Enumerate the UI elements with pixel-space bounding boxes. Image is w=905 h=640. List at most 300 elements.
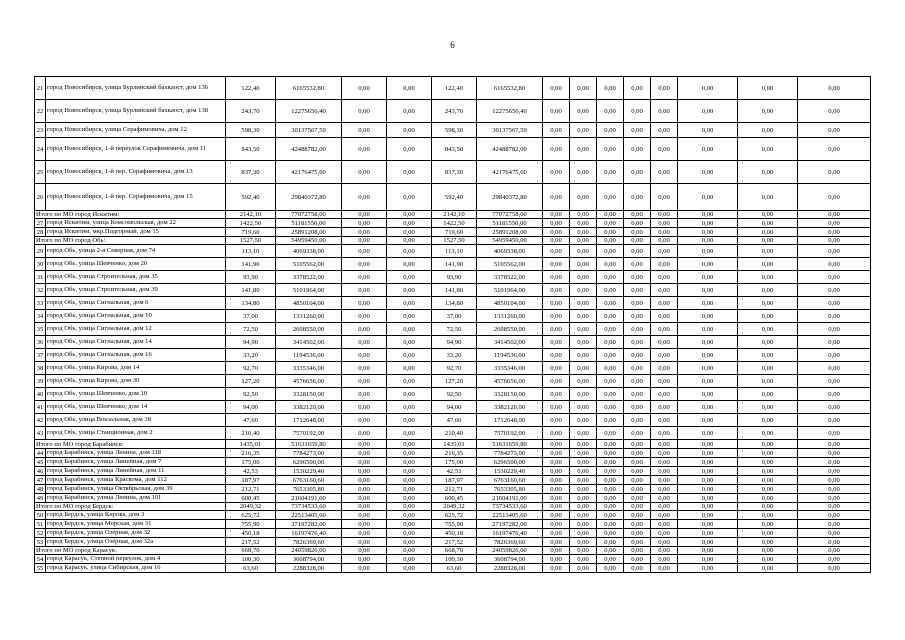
value-cell: 0,00	[597, 123, 624, 138]
value-cell: 3328150,00	[276, 388, 342, 401]
value-cell: 0,00	[342, 555, 387, 564]
value-cell: 0,00	[624, 228, 651, 237]
value-cell: 24059826,00	[276, 547, 342, 555]
value-cell: 0,00	[678, 271, 738, 284]
value-cell: 0,00	[342, 494, 387, 503]
value-cell: 0,00	[624, 375, 651, 388]
value-cell: 0,00	[543, 349, 570, 362]
value-cell: 6165532,80	[477, 77, 543, 100]
value-cell: 0,00	[342, 258, 387, 271]
value-cell: 0,00	[387, 476, 432, 485]
value-cell: 843,50	[226, 138, 276, 161]
value-cell: 0,00	[387, 138, 432, 161]
address-cell: город Бердск, улица Озёрная, дом 32а	[46, 538, 226, 547]
value-cell: 0,00	[738, 388, 798, 401]
value-cell: 0,00	[597, 228, 624, 237]
value-cell: 0,00	[624, 77, 651, 100]
value-cell: 0,00	[597, 555, 624, 564]
value-cell: 0,00	[543, 555, 570, 564]
value-cell: 122,40	[226, 77, 276, 100]
value-cell: 0,00	[387, 284, 432, 297]
value-cell: 0,00	[624, 547, 651, 555]
value-cell: 0,00	[624, 476, 651, 485]
value-cell: 141,90	[432, 258, 477, 271]
value-cell: 0,00	[387, 258, 432, 271]
value-cell: 7570192,00	[276, 427, 342, 440]
value-cell: 0,00	[570, 427, 597, 440]
table-row	[35, 284, 871, 297]
value-cell: 0,00	[624, 458, 651, 467]
row-number: 47	[35, 476, 46, 485]
value-cell: 0,00	[678, 138, 738, 161]
table-row	[35, 77, 871, 100]
value-cell: 0,00	[651, 310, 678, 323]
value-cell: 0,00	[651, 228, 678, 237]
value-cell: 0,00	[624, 529, 651, 538]
value-cell: 0,00	[543, 219, 570, 228]
value-cell: 0,00	[678, 323, 738, 336]
subtotal-row	[35, 440, 871, 449]
value-cell: 0,00	[387, 245, 432, 258]
value-cell: 0,00	[738, 520, 798, 529]
value-cell: 0,00	[651, 414, 678, 427]
value-cell: 27197282,00	[477, 520, 543, 529]
address-cell: город Новосибирск, 1-й пер. Серафимовича, дом 15	[46, 184, 226, 211]
value-cell: 0,00	[570, 485, 597, 494]
value-cell: 0,00	[738, 476, 798, 485]
value-cell: 1435,01	[226, 440, 276, 449]
value-cell: 0,00	[543, 258, 570, 271]
value-cell: 0,00	[651, 271, 678, 284]
value-cell: 0,00	[738, 258, 798, 271]
value-cell: 0,00	[597, 485, 624, 494]
value-cell: 0,00	[543, 77, 570, 100]
value-cell: 0,00	[543, 323, 570, 336]
value-cell: 0,00	[387, 555, 432, 564]
row-number: 38	[35, 362, 46, 375]
value-cell: 0,00	[624, 237, 651, 245]
value-cell: 0,00	[624, 310, 651, 323]
value-cell: 755,90	[226, 520, 276, 529]
value-cell: 0,00	[570, 555, 597, 564]
value-cell: 0,00	[678, 310, 738, 323]
address-cell: город Новосибирск, улица Бурлинский бахкаост, дом 136	[46, 77, 226, 100]
value-cell: 600,45	[432, 494, 477, 503]
value-cell: 0,00	[624, 564, 651, 573]
value-cell: 33,20	[226, 349, 276, 362]
value-cell: 51181550,00	[477, 219, 543, 228]
value-cell: 92,70	[226, 362, 276, 375]
value-cell: 54959450,00	[477, 237, 543, 245]
value-cell: 0,00	[387, 184, 432, 211]
value-cell: 22513405,60	[477, 511, 543, 520]
value-cell: 0,00	[798, 427, 871, 440]
value-cell: 94,00	[226, 401, 276, 414]
value-cell: 0,00	[624, 503, 651, 511]
value-cell: 0,00	[342, 547, 387, 555]
value-cell: 0,00	[387, 401, 432, 414]
value-cell: 4069338,00	[477, 245, 543, 258]
value-cell: 0,00	[651, 564, 678, 573]
row-number: 51	[35, 520, 46, 529]
address-cell: город Барабинск, улица Ленина, дом 118	[46, 449, 226, 458]
value-cell: 1530229,40	[477, 467, 543, 476]
value-cell: 0,00	[798, 211, 871, 219]
value-cell: 212,71	[226, 485, 276, 494]
value-cell: 77072758,00	[477, 211, 543, 219]
value-cell: 0,00	[387, 449, 432, 458]
value-cell: 0,00	[678, 467, 738, 476]
value-cell: 0,00	[624, 123, 651, 138]
value-cell: 0,00	[624, 138, 651, 161]
value-cell: 22513405,60	[276, 511, 342, 520]
value-cell: 0,00	[597, 362, 624, 375]
value-cell: 0,00	[798, 310, 871, 323]
value-cell: 47,60	[432, 414, 477, 427]
value-cell: 0,00	[651, 401, 678, 414]
value-cell: 0,00	[387, 414, 432, 427]
value-cell: 0,00	[678, 427, 738, 440]
value-cell: 0,00	[624, 494, 651, 503]
address-cell: город Обь, улица Кирова, дом 30	[46, 375, 226, 388]
value-cell: 4850104,00	[276, 297, 342, 310]
address-cell: город Обь, улица Вокзальная, дом 38	[46, 414, 226, 427]
value-cell: 0,00	[798, 161, 871, 184]
value-cell: 0,00	[798, 538, 871, 547]
value-cell: 0,00	[651, 538, 678, 547]
address-cell: город Карасук, улица Сибирская, дом 16	[46, 564, 226, 573]
value-cell: 0,00	[678, 388, 738, 401]
value-cell: 0,00	[342, 284, 387, 297]
value-cell: 0,00	[543, 388, 570, 401]
value-cell: 0,00	[798, 511, 871, 520]
value-cell: 0,00	[651, 123, 678, 138]
value-cell: 0,00	[678, 440, 738, 449]
value-cell: 0,00	[342, 503, 387, 511]
table-row	[35, 297, 871, 310]
value-cell: 0,00	[738, 401, 798, 414]
value-cell: 719,60	[226, 228, 276, 237]
value-cell: 837,30	[432, 161, 477, 184]
table-row	[35, 511, 871, 520]
value-cell: 0,00	[543, 228, 570, 237]
value-cell: 0,00	[738, 297, 798, 310]
value-cell: 0,00	[570, 310, 597, 323]
table-row	[35, 388, 871, 401]
value-cell: 0,00	[543, 375, 570, 388]
value-cell: 0,00	[738, 362, 798, 375]
value-cell: 0,00	[570, 440, 597, 449]
value-cell: 0,00	[543, 414, 570, 427]
value-cell: 0,00	[798, 100, 871, 123]
value-cell: 7653305,80	[276, 485, 342, 494]
value-cell: 0,00	[651, 323, 678, 336]
value-cell: 598,30	[432, 123, 477, 138]
address-cell: город Обь, улица Шевченко, дом 10	[46, 388, 226, 401]
value-cell: 54959450,00	[276, 237, 342, 245]
value-cell: 0,00	[543, 440, 570, 449]
value-cell: 0,00	[798, 440, 871, 449]
value-cell: 4069338,00	[276, 245, 342, 258]
value-cell: 0,00	[624, 323, 651, 336]
value-cell: 0,00	[570, 211, 597, 219]
value-cell: 2142,10	[226, 211, 276, 219]
value-cell: 0,00	[624, 297, 651, 310]
value-cell: 0,00	[678, 284, 738, 297]
value-cell: 0,00	[570, 529, 597, 538]
value-cell: 37,00	[432, 310, 477, 323]
value-cell: 0,00	[738, 467, 798, 476]
value-cell: 30137567,59	[276, 123, 342, 138]
value-cell: 42176475,60	[477, 161, 543, 184]
value-cell: 1422,50	[432, 219, 477, 228]
value-cell: 0,00	[798, 271, 871, 284]
value-cell: 0,00	[798, 503, 871, 511]
subtotal-row	[35, 503, 871, 511]
value-cell: 0,00	[597, 284, 624, 297]
value-cell: 0,00	[798, 219, 871, 228]
value-cell: 0,00	[597, 100, 624, 123]
value-cell: 0,00	[342, 467, 387, 476]
value-cell: 0,00	[798, 520, 871, 529]
subtotal-label: Итого по МО город Искитим:	[35, 211, 226, 219]
address-cell: город Обь, улица Строительная, дом 39	[46, 284, 226, 297]
value-cell: 0,00	[738, 228, 798, 237]
value-cell: 0,00	[387, 427, 432, 440]
value-cell: 0,00	[678, 401, 738, 414]
value-cell: 3414502,00	[276, 336, 342, 349]
value-cell: 0,00	[624, 520, 651, 529]
value-cell: 0,00	[387, 310, 432, 323]
value-cell: 6296500,00	[477, 458, 543, 467]
subtotal-label: Итого по МО город Барабинск:	[35, 440, 226, 449]
value-cell: 719,60	[432, 228, 477, 237]
value-cell: 0,00	[543, 467, 570, 476]
value-cell: 0,00	[651, 100, 678, 123]
value-cell: 0,00	[798, 564, 871, 573]
value-cell: 0,00	[597, 184, 624, 211]
value-cell: 63,60	[226, 564, 276, 573]
value-cell: 3608794,00	[276, 555, 342, 564]
value-cell: 0,00	[738, 138, 798, 161]
value-cell: 51631659,80	[276, 440, 342, 449]
value-cell: 0,00	[624, 485, 651, 494]
value-cell: 0,00	[597, 375, 624, 388]
row-number: 43	[35, 427, 46, 440]
value-cell: 0,00	[387, 458, 432, 467]
value-cell: 0,00	[651, 458, 678, 467]
value-cell: 592,40	[226, 184, 276, 211]
subtotal-label: Итого по МО город Бердск:	[35, 503, 226, 511]
value-cell: 0,00	[678, 228, 738, 237]
value-cell: 5105562,00	[276, 258, 342, 271]
value-cell: 0,00	[570, 467, 597, 476]
value-cell: 0,00	[597, 258, 624, 271]
value-cell: 0,00	[624, 349, 651, 362]
value-cell: 127,20	[432, 375, 477, 388]
value-cell: 51181550,00	[276, 219, 342, 228]
value-cell: 0,00	[798, 485, 871, 494]
value-cell: 0,00	[624, 440, 651, 449]
value-cell: 0,00	[570, 547, 597, 555]
value-cell: 175,00	[432, 458, 477, 467]
table-row	[35, 494, 871, 503]
value-cell: 0,00	[624, 219, 651, 228]
value-cell: 1527,50	[226, 237, 276, 245]
value-cell: 837,30	[226, 161, 276, 184]
value-cell: 94,90	[226, 336, 276, 349]
value-cell: 0,00	[624, 184, 651, 211]
value-cell: 212,71	[432, 485, 477, 494]
table-row	[35, 100, 871, 123]
value-cell: 0,00	[651, 388, 678, 401]
table-row	[35, 336, 871, 349]
table-row	[35, 138, 871, 161]
table-row	[35, 449, 871, 458]
value-cell: 0,00	[678, 362, 738, 375]
value-cell: 0,00	[543, 449, 570, 458]
value-cell: 0,00	[597, 427, 624, 440]
table-row	[35, 349, 871, 362]
value-cell: 0,00	[387, 349, 432, 362]
value-cell: 0,00	[342, 388, 387, 401]
value-cell: 0,00	[543, 310, 570, 323]
value-cell: 0,00	[597, 476, 624, 485]
value-cell: 0,00	[597, 219, 624, 228]
table-row	[35, 485, 871, 494]
value-cell: 0,00	[342, 564, 387, 573]
value-cell: 668,70	[226, 547, 276, 555]
value-cell: 2142,10	[432, 211, 477, 219]
value-cell: 0,00	[387, 485, 432, 494]
value-cell: 4576656,00	[477, 375, 543, 388]
address-cell: город Новосибирск, 1-й переулок Серафимовича, дом 11	[46, 138, 226, 161]
table-row	[35, 271, 871, 284]
value-cell: 0,00	[342, 138, 387, 161]
value-cell: 755,90	[432, 520, 477, 529]
value-cell: 6763160,60	[276, 476, 342, 485]
value-cell: 0,00	[651, 237, 678, 245]
table-row	[35, 258, 871, 271]
value-cell: 0,00	[570, 323, 597, 336]
value-cell: 0,00	[387, 297, 432, 310]
value-cell: 0,00	[678, 538, 738, 547]
value-cell: 2288328,00	[477, 564, 543, 573]
value-cell: 0,00	[543, 211, 570, 219]
address-cell: город Обь, улица Шевченко, дом 20	[46, 258, 226, 271]
value-cell: 0,00	[342, 100, 387, 123]
value-cell: 0,00	[597, 161, 624, 184]
value-cell: 450,18	[432, 529, 477, 538]
value-cell: 0,00	[678, 375, 738, 388]
row-number: 22	[35, 100, 46, 123]
subtotal-row	[35, 547, 871, 555]
value-cell: 0,00	[543, 184, 570, 211]
value-cell: 0,00	[738, 538, 798, 547]
value-cell: 0,00	[597, 538, 624, 547]
value-cell: 217,52	[432, 538, 477, 547]
value-cell: 0,00	[624, 414, 651, 427]
value-cell: 0,00	[342, 511, 387, 520]
table-row	[35, 245, 871, 258]
value-cell: 0,00	[570, 538, 597, 547]
value-cell: 0,00	[651, 440, 678, 449]
value-cell: 668,70	[432, 547, 477, 555]
value-cell: 30137567,59	[477, 123, 543, 138]
value-cell: 0,00	[624, 161, 651, 184]
value-cell: 216,35	[432, 449, 477, 458]
value-cell: 3382120,00	[477, 401, 543, 414]
value-cell: 42,53	[432, 467, 477, 476]
value-cell: 6763160,60	[477, 476, 543, 485]
address-cell: город Новосибирск, 1-й пер. Серафимовича, дом 13	[46, 161, 226, 184]
value-cell: 187,97	[432, 476, 477, 485]
value-cell: 0,00	[738, 458, 798, 467]
value-cell: 0,00	[678, 529, 738, 538]
value-cell: 0,00	[543, 476, 570, 485]
value-cell: 0,00	[624, 538, 651, 547]
value-cell: 47,60	[226, 414, 276, 427]
value-cell: 25891208,00	[477, 228, 543, 237]
value-cell: 0,00	[342, 323, 387, 336]
table-row	[35, 414, 871, 427]
row-number: 41	[35, 401, 46, 414]
value-cell: 0,00	[651, 349, 678, 362]
value-cell: 0,00	[624, 100, 651, 123]
value-cell: 0,00	[738, 161, 798, 184]
value-cell: 0,00	[798, 529, 871, 538]
value-cell: 0,00	[678, 161, 738, 184]
value-cell: 141,90	[226, 258, 276, 271]
address-cell: город Обь, улица Сигнальная, дом 14	[46, 336, 226, 349]
table-row	[35, 555, 871, 564]
value-cell: 0,00	[543, 529, 570, 538]
value-cell: 100,30	[226, 555, 276, 564]
row-number: 24	[35, 138, 46, 161]
table-row	[35, 375, 871, 388]
row-number: 27	[35, 219, 46, 228]
value-cell: 0,00	[651, 245, 678, 258]
value-cell: 0,00	[342, 211, 387, 219]
value-cell: 0,00	[387, 219, 432, 228]
address-cell: город Новосибирск, улица Серафимовича, дом 12	[46, 123, 226, 138]
value-cell: 0,00	[543, 503, 570, 511]
value-cell: 0,00	[543, 401, 570, 414]
value-cell: 0,00	[387, 494, 432, 503]
value-cell: 0,00	[342, 228, 387, 237]
value-cell: 0,00	[624, 401, 651, 414]
value-cell: 3608794,00	[477, 555, 543, 564]
value-cell: 0,00	[543, 100, 570, 123]
row-number: 49	[35, 494, 46, 503]
row-number: 30	[35, 258, 46, 271]
address-cell: город Бердск, улица Морская, дом 31	[46, 520, 226, 529]
value-cell: 175,00	[226, 458, 276, 467]
subtotal-row	[35, 211, 871, 219]
value-cell: 1527,50	[432, 237, 477, 245]
address-cell: город Обь, улица Сигнальная, дом 16	[46, 349, 226, 362]
value-cell: 73734533,60	[477, 503, 543, 511]
value-cell: 0,00	[798, 449, 871, 458]
value-cell: 93,90	[226, 271, 276, 284]
value-cell: 0,00	[798, 297, 871, 310]
value-cell: 0,00	[570, 388, 597, 401]
value-cell: 0,00	[738, 375, 798, 388]
value-cell: 0,00	[570, 414, 597, 427]
row-number: 50	[35, 511, 46, 520]
value-cell: 0,00	[738, 336, 798, 349]
value-cell: 25891208,00	[276, 228, 342, 237]
